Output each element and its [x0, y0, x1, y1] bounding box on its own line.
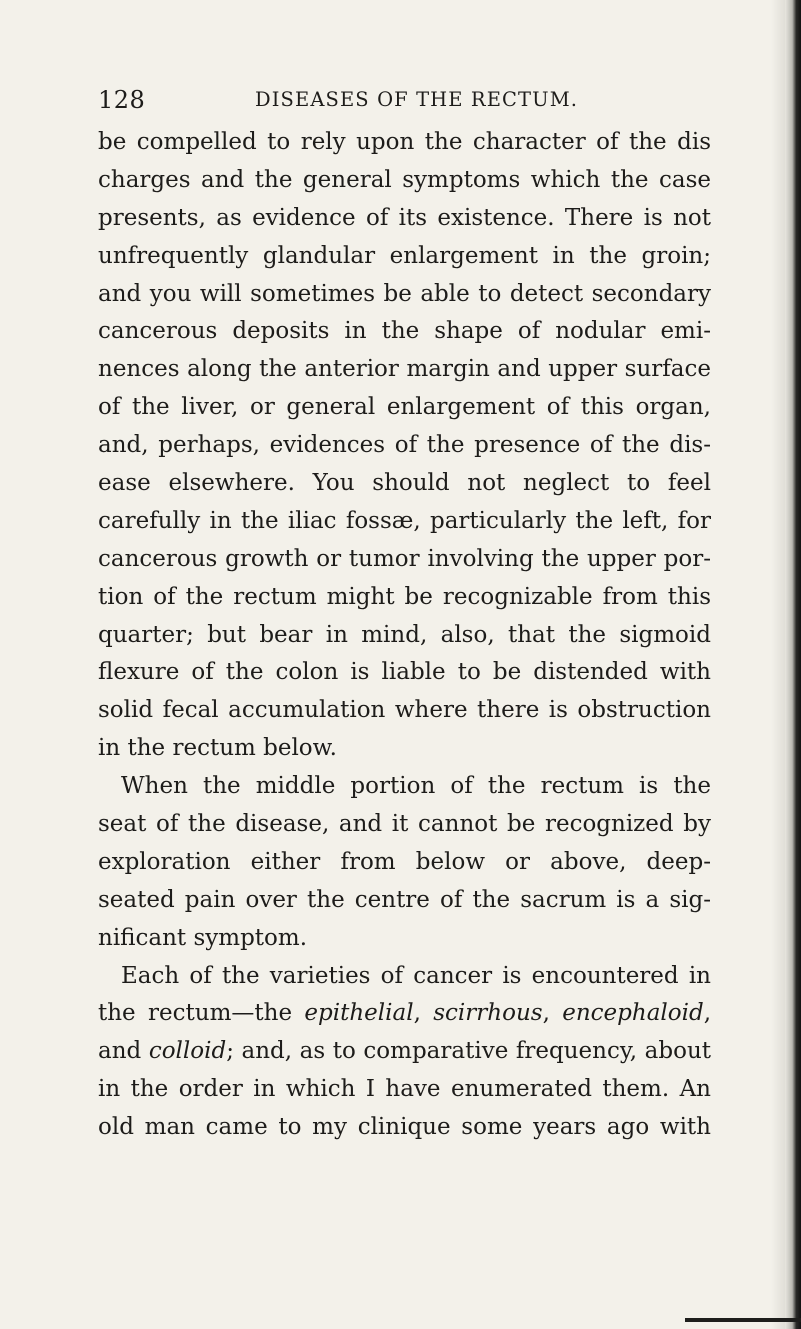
- text-line: tion of the rectum might be recognizable from this: [98, 583, 711, 610]
- text-line: in the rectum below.: [98, 735, 337, 762]
- text-line: When the middle portion of the rectum is the: [121, 773, 711, 800]
- text-line: old man came to my clinique some years ago with: [98, 1114, 711, 1141]
- text-line: nificant symptom.: [98, 924, 308, 951]
- text-line: cancerous deposits in the shape of nodular emi-: [98, 318, 711, 345]
- text-line: cancerous growth or tumor involving the upper por-: [98, 545, 711, 572]
- text-line: unfrequently glandular enlargement in the groin;: [98, 242, 711, 269]
- bottom-rule: [685, 1318, 801, 1322]
- text-line-mixed: [98, 1033, 711, 1071]
- page-edge: [785, 0, 801, 1329]
- text-line: presents, as evidence of its existence. There is not: [98, 204, 711, 231]
- running-head: DISEASES OF THE RECTUM.: [255, 88, 579, 111]
- text-line: quarter; but bear in mind, also, that the sigmoid: [98, 621, 711, 648]
- italic-term-colloid: colloid: [148, 1038, 227, 1065]
- text-line: nences along the anterior margin and upper surface: [98, 356, 711, 383]
- text-run: ,: [703, 1000, 712, 1027]
- text-line: and, perhaps, evidences of the presence of the dis-: [98, 432, 711, 459]
- text-line: seat of the disease, and it cannot be recognized by: [98, 811, 711, 838]
- body-text: [98, 124, 711, 1147]
- page-header: [0, 86, 801, 116]
- text-line: Each of the varieties of cancer is encountered in: [121, 962, 711, 989]
- text-line: exploration either from below or above, deep-: [98, 848, 711, 875]
- page-number: 128: [98, 86, 146, 114]
- text-line: be compelled to rely upon the character of the dis: [98, 129, 711, 155]
- text-line: seated pain over the centre of the sacrum is a sig-: [98, 886, 711, 913]
- text-line: solid fecal accumulation where there is obstruction: [98, 697, 711, 724]
- text-line: and you will sometimes be able to detect secondary: [98, 280, 711, 307]
- italic-term-encephaloid: encephaloid: [562, 1000, 704, 1027]
- text-run: and: [98, 1038, 149, 1065]
- text-run: ,: [542, 1000, 563, 1027]
- text-line: carefully in the iliac fossæ, particularly the left, for: [98, 507, 711, 534]
- text-line: in the order in which I have enumerated them. An: [98, 1076, 711, 1103]
- text-run: the rectum—the: [98, 1000, 305, 1027]
- text-line: flexure of the colon is liable to be distended with: [98, 659, 711, 686]
- text-run: ; and, as to comparative frequency, about: [226, 1038, 711, 1065]
- italic-term-epithelial: epithelial: [304, 1000, 414, 1027]
- text-line-mixed: [98, 995, 711, 1033]
- text-line: charges and the general symptoms which the case: [98, 166, 711, 193]
- page-edge-shadow: [771, 0, 785, 1329]
- italic-term-scirrhous: scirrhous: [433, 1000, 543, 1027]
- text-line: of the liver, or general enlargement of this organ,: [98, 394, 711, 421]
- text-run: ,: [413, 1000, 434, 1027]
- text-line: ease elsewhere. You should not neglect to feel: [98, 470, 711, 497]
